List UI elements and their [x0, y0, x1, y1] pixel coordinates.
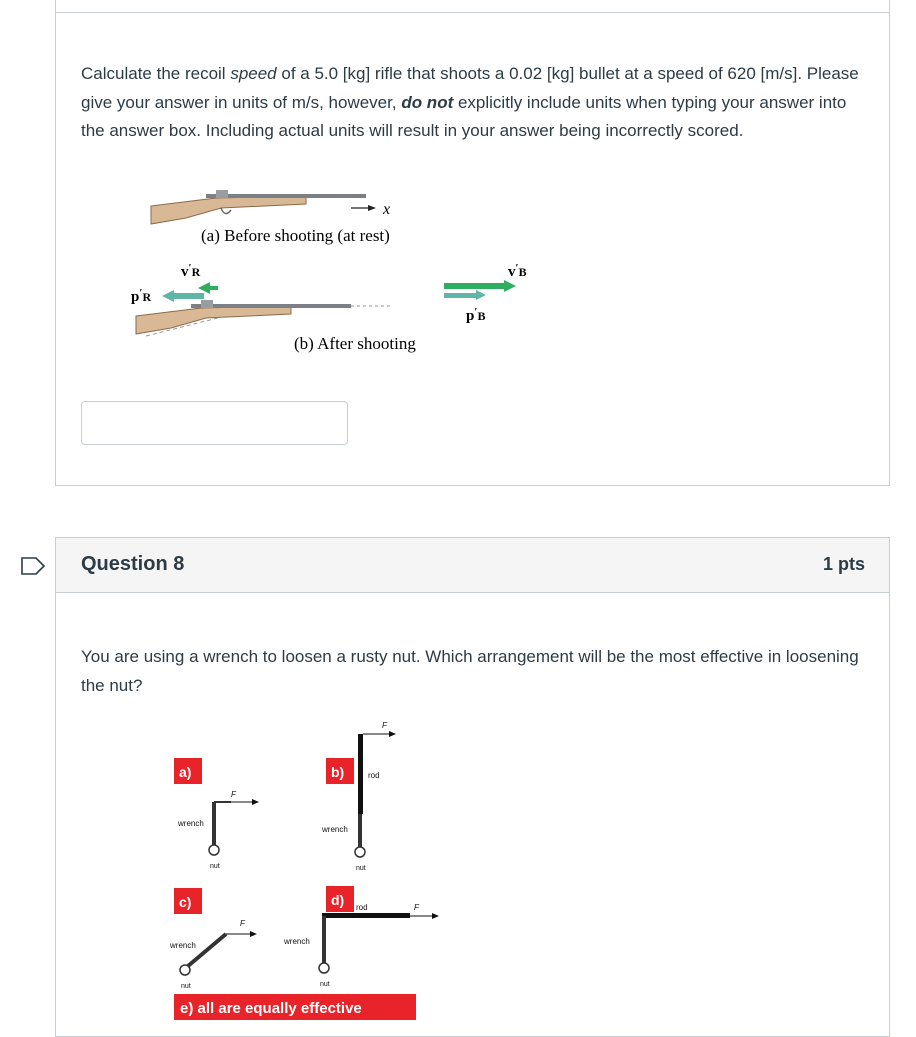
- pr-label: $p'_R$: [131, 287, 152, 305]
- pb-label: $p'_B$: [466, 306, 486, 324]
- question-7-card: [55, 0, 890, 486]
- option-a-label: a): [179, 764, 192, 780]
- wrench-b-label: wrench: [322, 825, 348, 834]
- momentum-recoil-arrow: [162, 290, 174, 302]
- velocity-bullet-arrow: [444, 283, 504, 289]
- rod-b-label: rod: [368, 771, 380, 780]
- option-b-label: b): [331, 764, 345, 780]
- caption-before: (a) Before shooting (at rest): [201, 226, 390, 245]
- x-axis-label: x: [383, 201, 391, 218]
- nut-c-label: nut: [181, 983, 191, 990]
- velocity-recoil-arrow: [198, 282, 210, 294]
- nut-a-label: nut: [210, 863, 220, 870]
- wrench-figure: [166, 718, 456, 1028]
- wrench-c-label: wrench: [170, 941, 196, 950]
- wrench-b-icon: [355, 731, 396, 857]
- caption-after: (b) After shooting: [294, 334, 416, 353]
- option-e-label: e) all are equally effective: [180, 1000, 362, 1017]
- vb-label: $v'_B$: [508, 262, 527, 280]
- option-c-label: c): [179, 894, 192, 910]
- question-8-card: [55, 537, 890, 1037]
- nut-d-label: nut: [320, 981, 330, 988]
- momentum-bullet-arrow: [444, 293, 476, 298]
- force-a-label: F: [231, 790, 236, 799]
- question-points: 1 pts: [822, 554, 865, 574]
- force-c-label: F: [240, 919, 245, 928]
- force-d-label: F: [414, 903, 419, 912]
- option-d-label: d): [331, 892, 345, 908]
- question-8-text: You are using a wrench to loosen a rusty nut. Which arrangement will be the most effective in loosening the nut?: [81, 647, 859, 695]
- wrench-d-label: wrench: [284, 937, 310, 946]
- divider: [56, 12, 889, 13]
- rifle-before-icon: [151, 190, 366, 224]
- answer-input[interactable]: [81, 401, 348, 445]
- wrench-d-icon: [319, 913, 439, 973]
- rifle-recoil-figure: [126, 186, 546, 361]
- bookmark-flag-icon[interactable]: [20, 556, 46, 576]
- force-b-label: F: [382, 721, 387, 730]
- question-title: Question 8: [81, 553, 185, 575]
- question-7-text: Calculate the recoil speed of a 5.0 [kg] rifle that shoots a 0.02 [kg] bullet at a speed of 620 [m/s]. Please give your answer in units of m/s, however, do not explicitly include units when typing your answer into the answer box. Including actual units will result in your answer being incorrectly scored.: [81, 64, 859, 140]
- nut-b-label: nut: [356, 865, 366, 872]
- rifle-after-icon: [136, 300, 391, 336]
- question-header: [56, 538, 889, 593]
- wrench-a-icon: [209, 799, 259, 855]
- vr-label: $v'_R$: [181, 262, 201, 280]
- wrench-c-icon: [180, 931, 257, 975]
- wrench-a-label: wrench: [178, 819, 204, 828]
- rod-d-label: rod: [356, 903, 368, 912]
